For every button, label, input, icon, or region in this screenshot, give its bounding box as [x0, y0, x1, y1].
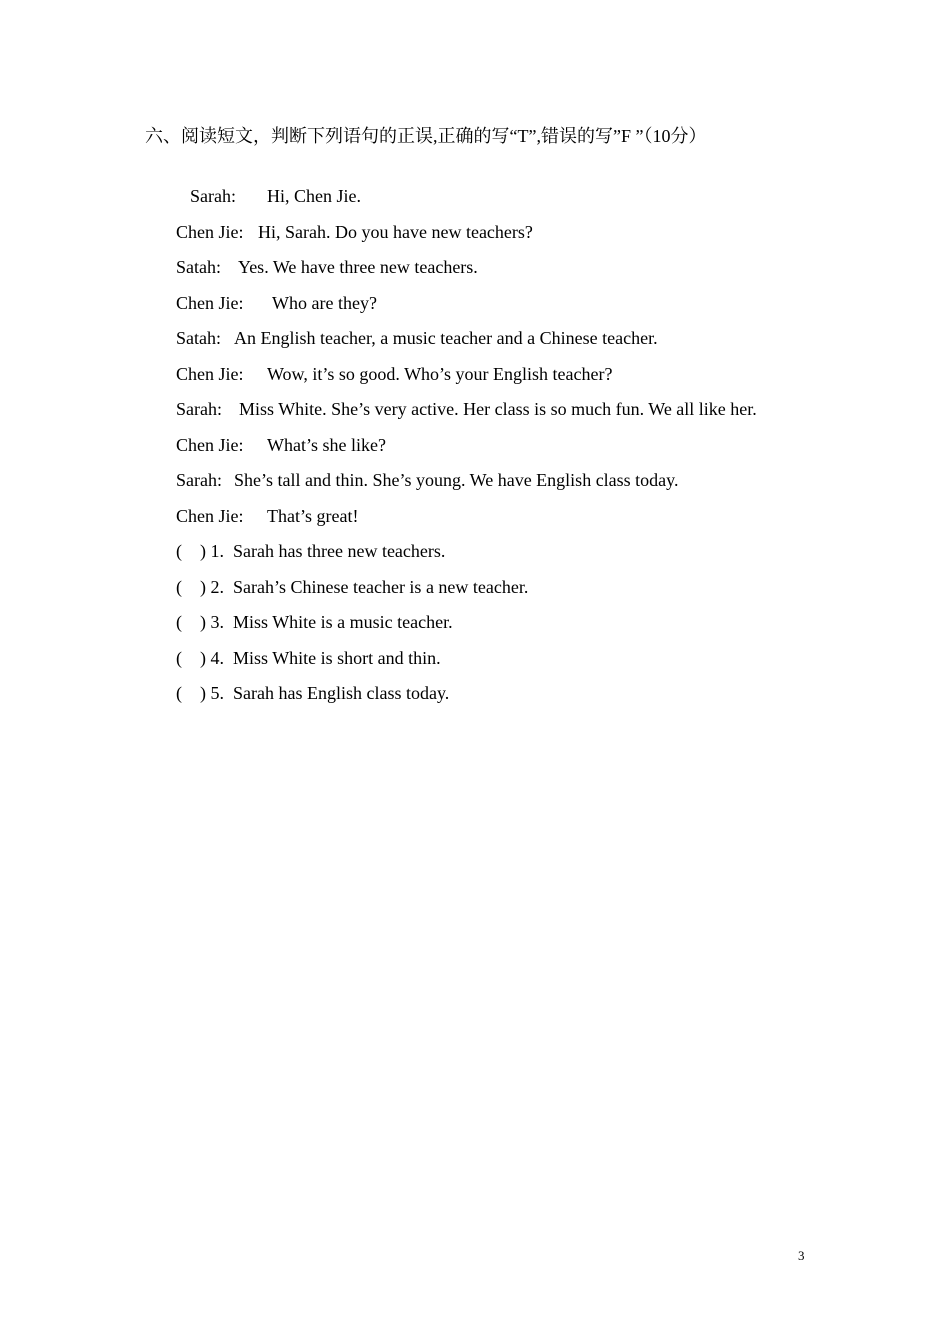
question-text: Miss White is a music teacher. [233, 612, 453, 632]
answer-blank[interactable]: ( ) 1. [176, 541, 224, 561]
dialogue-text: An English teacher, a music teacher and a Chinese teacher. [234, 328, 658, 348]
question-text: Sarah’s Chinese teacher is a new teacher. [233, 577, 529, 597]
question-text: Sarah has three new teachers. [233, 541, 446, 561]
speaker-label: Chen Jie: [176, 435, 244, 455]
dialogue-text: Yes. We have three new teachers. [238, 257, 478, 277]
answer-blank[interactable]: ( ) 3. [176, 612, 224, 632]
speaker-label: Chen Jie: [176, 506, 244, 526]
speaker-label: Sarah: [176, 470, 222, 490]
dialogue-text: Who are they? [272, 293, 377, 313]
dialogue-text: Wow, it’s so good. Who’s your English teacher? [267, 364, 613, 384]
answer-blank[interactable]: ( ) 5. [176, 683, 224, 703]
speaker-label: Satah: [176, 257, 221, 277]
dialogue-text: She’s tall and thin. She’s young. We have English class today. [234, 470, 679, 490]
question-item [158, 657, 449, 729]
page-number: 3 [798, 1248, 805, 1263]
dialogue-text: That’s great! [267, 506, 359, 526]
speaker-label: Satah: [176, 328, 221, 348]
dialogue-text: What’s she like? [267, 435, 386, 455]
speaker-label: Sarah: [176, 399, 222, 419]
dialogue-text: Miss White. She’s very active. Her class is so much fun. We all like her. [239, 399, 757, 419]
section-heading: 六、阅读短文，判断下列语句的正误,正确的写“T”,错误的写”F ”（10分） [145, 126, 707, 146]
question-text: Sarah has English class today. [233, 683, 450, 703]
dialogue-text: Hi, Sarah. Do you have new teachers? [258, 222, 533, 242]
dialogue-text: Hi, Chen Jie. [267, 186, 361, 206]
speaker-label: Chen Jie: [176, 222, 244, 242]
speaker-label: Sarah: [190, 186, 236, 206]
speaker-label: Chen Jie: [176, 293, 244, 313]
answer-blank[interactable]: ( ) 4. [176, 648, 224, 668]
speaker-label: Chen Jie: [176, 364, 244, 384]
question-text: Miss White is short and thin. [233, 648, 441, 668]
answer-blank[interactable]: ( ) 2. [176, 577, 224, 597]
